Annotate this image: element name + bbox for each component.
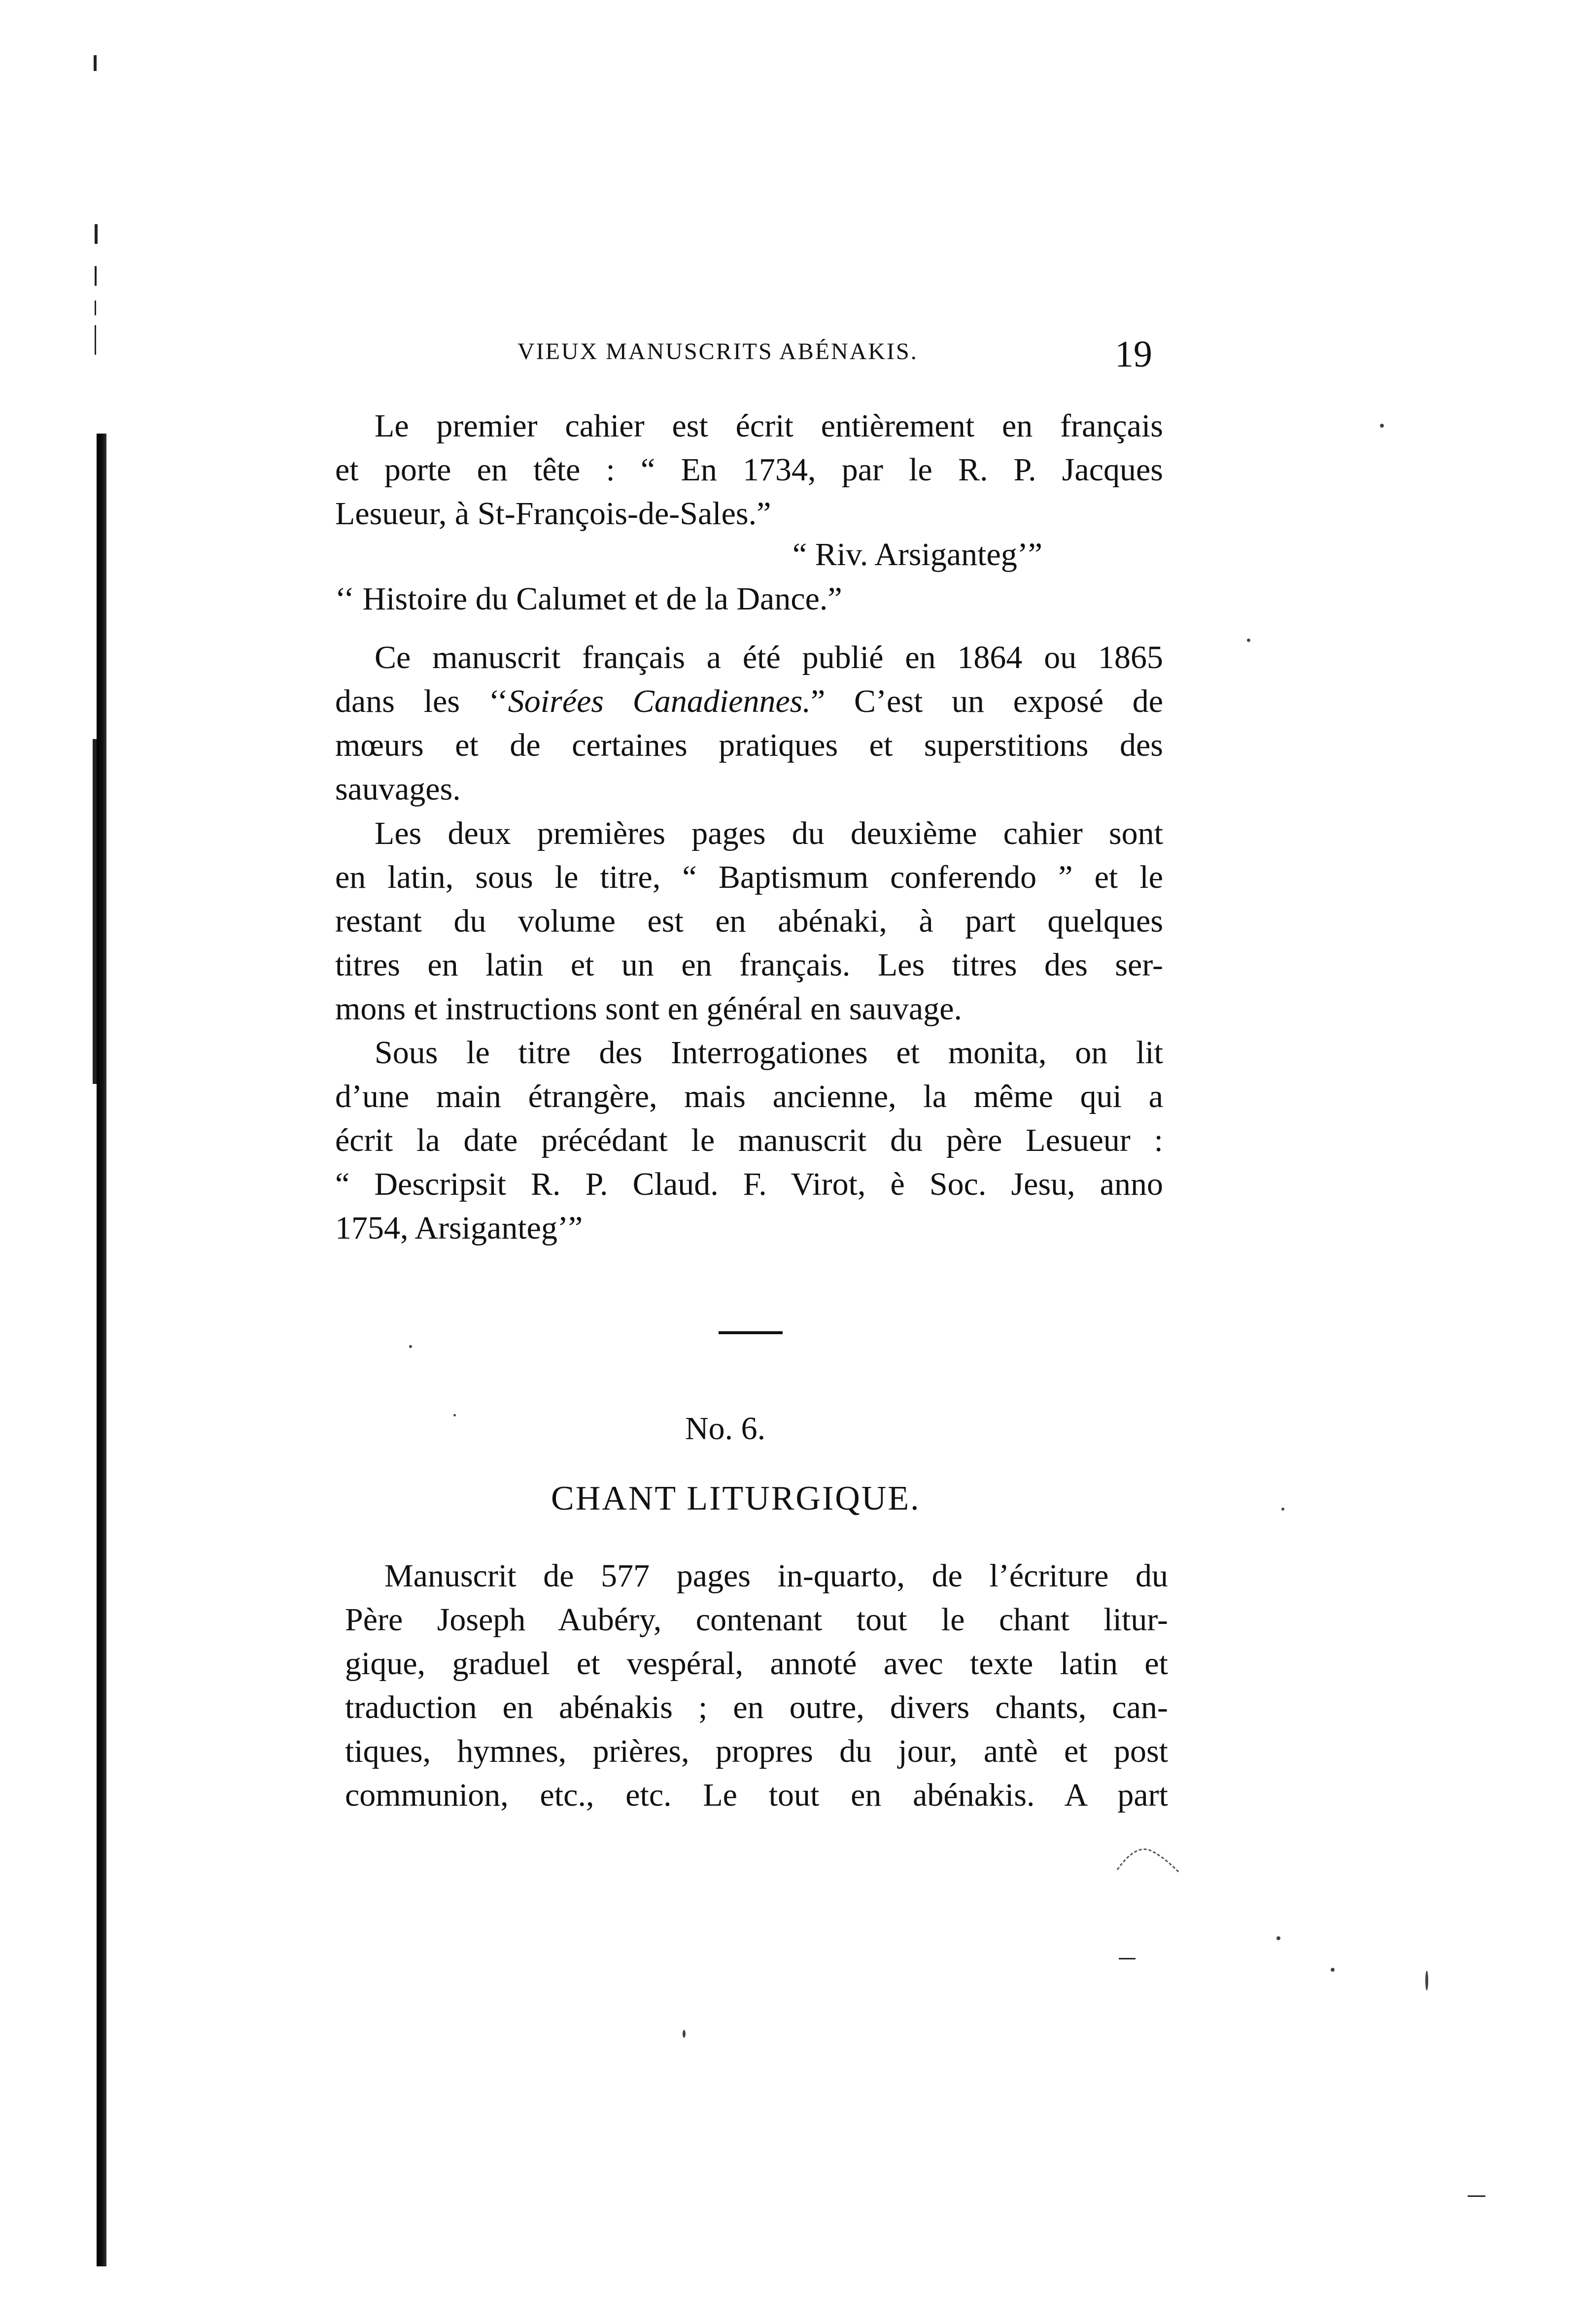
text-line: 1754, Arsiganteg’” [335,1210,583,1246]
text-line: mœurs et de certaines pratiques et superstitions des [335,727,1163,763]
edge-mark [95,301,96,315]
histoire-line: ‘‘ Histoire du Calumet et de la Dance.” [335,581,842,617]
page-number: 19 [1115,334,1152,375]
text-line: et porte en tête : “ En 1734, par le R. P. Jacques [335,452,1163,488]
edge-mark [1468,2195,1485,2197]
paragraph-4 [335,1031,1163,1250]
edge-mark [95,266,97,286]
edge-mark [95,224,98,244]
speck [1380,424,1384,428]
text-line: écrit la date précédant le manuscrit du père Lesueur : [335,1122,1163,1158]
text-line: Les deux premières pages du deuxième cahier sont [375,815,1163,851]
binding-shadow-inner [93,739,97,1084]
text-line: tiques, hymnes, prières, propres du jour, antè et post [345,1733,1168,1769]
riv-line: “ Riv. Arsiganteg’” [792,537,1043,573]
text-line: “ Descripsit R. P. Claud. F. Virot, è Soc. Jesu, anno [335,1166,1163,1202]
text-line: sauvages. [335,771,461,807]
text-line: Le premier cahier est écrit entièrement en français [375,408,1163,444]
section-number: No. 6. [685,1411,766,1447]
text-line: mons et instructions sont en général en sauvage. [335,991,963,1027]
text-line: restant du volume est en abénaki, à part quelques [335,903,1163,939]
speck [1331,1968,1335,1972]
text-line: titres en latin et un en français. Les titres des ser- [335,947,1163,983]
speck [409,1345,412,1348]
speck [1276,1936,1280,1940]
edge-mark [95,325,96,355]
text-segment: ” C’est un exposé de [810,683,1163,719]
section-divider [719,1331,783,1334]
binding-shadow [97,434,106,2266]
text-line: Sous le titre des Interrogationes et monita, on lit [375,1035,1163,1071]
speck [1247,639,1250,642]
running-head: VIEUX MANUSCRITS ABÉNAKIS. [517,338,918,365]
text-line: communion, etc., etc. Le tout en abénakis. A part [345,1777,1168,1813]
text-line: en latin, sous le titre, “ Baptismum conferendo ” et le [335,859,1163,895]
speck [453,1414,456,1416]
paragraph-3 [335,811,1163,1031]
speck [1425,1971,1428,1990]
paragraph-2 [335,636,1163,811]
edge-mark [94,55,97,71]
italic-title: Soirées Canadiennes. [508,683,811,719]
text-line: Père Joseph Aubéry, contenant tout le chant litur- [345,1602,1168,1638]
text-line: Manuscrit de 577 pages in-quarto, de l’écriture du [384,1558,1168,1594]
paragraph-1 [335,404,1163,536]
text-line: traduction en abénakis ; en outre, divers chants, can- [345,1689,1168,1725]
speck [683,2030,686,2038]
pencil-mark [1115,1843,1184,1877]
text-line-with-italic [335,679,1163,723]
section-title: CHANT LITURGIQUE. [551,1480,921,1517]
text-line: Ce manuscrit français a été publié en 1864 ou 1865 [375,640,1163,675]
paragraph-5 [345,1554,1168,1817]
text-line: gique, graduel et vespéral, annoté avec texte latin et [345,1646,1168,1682]
text-segment: dans les ‘‘ [335,683,508,719]
text-line: d’une main étrangère, mais ancienne, la même qui a [335,1078,1163,1114]
speck [1281,1508,1284,1511]
text-line: Lesueur, à St-François-de-Sales.” [335,496,771,532]
edge-mark [1119,1958,1136,1959]
